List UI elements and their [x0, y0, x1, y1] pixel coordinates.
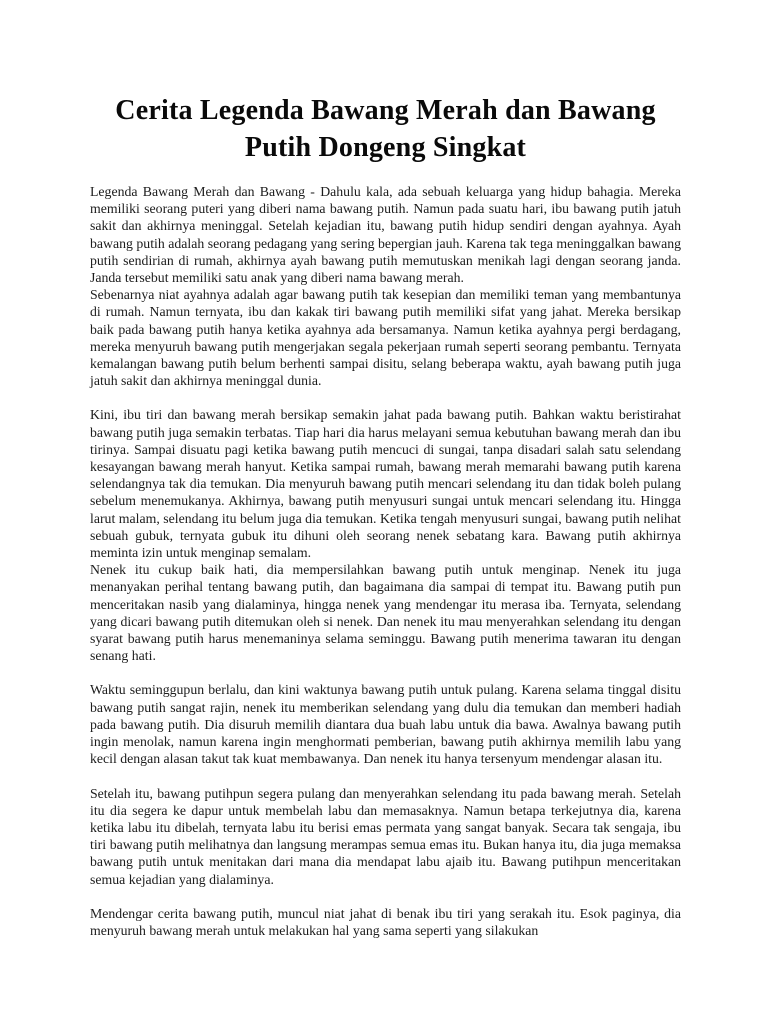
document-title: Cerita Legenda Bawang Merah dan Bawang Putih Dongeng Singkat [115, 95, 656, 163]
story-paragraph-5: Waktu seminggupun berlalu, dan kini waktunya bawang putih untuk pulang. Karena selama tinggal disitu bawang putih sangat rajin, nenek itu memberikan selendang yang dulu dia temukan dan memberi hadiah pada bawang putih. Dia disuruh memilih diantara dua buah labu untuk dia bawa. Awalnya bawang putih ingin menolak, namun karena ingin menghormati pemberian, bawang putih akhirnya memilih labu yang kecil dengan alasan takut tak kuat membawanya. Dan nenek itu hanya tersenyum mendengar alasan itu. [90, 682, 681, 767]
story-paragraph-1: Legenda Bawang Merah dan Bawang - Dahulu kala, ada sebuah keluarga yang hidup bahagia. Mereka memiliki seorang puteri yang diberi nama bawang putih. Namun pada suatu hari, ibu bawang putih jatuh sakit dan akhirnya meninggal. Setelah kejadian itu, bawang putih hidup sendiri dengan ayahnya. Ayah bawang putih adalah seorang pedagang yang sering bepergian jauh. Karena tak tega meninggalkan bawang putih sendirian di rumah, akhirnya ayah bawang putih memutuskan menikah lagi dengan seorang janda. Janda tersebut memiliki satu anak yang diberi nama bawang merah. [90, 184, 681, 286]
story-paragraph-6: Setelah itu, bawang putihpun segera pulang dan menyerahkan selendang itu pada bawang merah. Setelah itu dia segera ke dapur untuk membelah labu dan memasaknya. Namun betapa terkejutnya dia, karena ketika labu itu dibelah, ternyata labu itu berisi emas permata yang sangat banyak. Secara tak sengaja, ibu tiri bawang putih melihatnya dan langsung merampas semua emas itu. Bukan hanya itu, dia juga memaksa bawang putih untuk menitakan dari mana dia mendapat labu ajaib itu. Bawang putihpun menceritakan semua kejadian yang dialaminya. [90, 785, 681, 887]
story-paragraph-4: Nenek itu cukup baik hati, dia mempersilahkan bawang putih untuk menginap. Nenek itu juga menanyakan perihal tentang bawang putih, dan bagaimana dia sampai di tempat itu. Bawang putih pun menceritakan nasib yang dialaminya, hingga nenek yang mendengar itu merasa iba. Ternyata, selendang yang dicari bawang putih ditemukan oleh si nenek. Dan nenek itu mau menyerahkan selendang itu dengan syarat bawang putih harus menemaninya selama seminggu. Bawang putih menerima tawaran itu dengan senang hati. [90, 562, 681, 664]
story-paragraph-2: Sebenarnya niat ayahnya adalah agar bawang putih tak kesepian dan memiliki teman yang membantunya di rumah. Namun ternyata, ibu dan kakak tiri bawang putih memiliki sifat yang jahat. Mereka bersikap baik pada bawang putih hanya ketika ayahnya ada bersamanya. Namun ketika ayahnya pergi berdagang, mereka menyuruh bawang putih mengerjakan segala pekerjaan rumah seperti seorang pembantu. Ternyata kemalangan bawang putih belum berhenti sampai disitu, selang beberapa waktu, ayah bawang putih juga jatuh sakit dan akhirnya meninggal dunia. [90, 287, 681, 389]
story-paragraph-3: Kini, ibu tiri dan bawang merah bersikap semakin jahat pada bawang putih. Bahkan waktu beristirahat bawang putih juga semakin terbatas. Tiap hari dia harus melayani semua kebutuhan bawang merah dan ibu tirinya. Sampai disuatu pagi ketika bawang putih mencuci di sungai, tanpa disadari salah satu selendang kesayangan bawang merah hanyut. Ketika sampai rumah, bawang merah memarahi bawang putih karena selendangnya tak dia temukan. Dia menyuruh bawang putih mencari selendang itu dan tidak boleh pulang sebelum menemukanya. Akhirnya, bawang putih menyusuri sungai untuk mencari selendang itu. Hingga larut malam, selendang itu belum juga dia temukan. Ketika tengah menyusuri sungai, bawang putih nelihat sebuah gubuk, ternyata gubuk itu dihuni oleh seorang nenek sebatang kara. Bawang putih akhirnya meminta izin untuk menginap semalam. [90, 407, 681, 561]
story-paragraph-7: Mendengar cerita bawang putih, muncul niat jahat di benak ibu tiri yang serakah itu. Esok paginya, dia menyuruh bawang merah untuk melakukan hal yang sama seperti yang silakukan [90, 905, 681, 938]
